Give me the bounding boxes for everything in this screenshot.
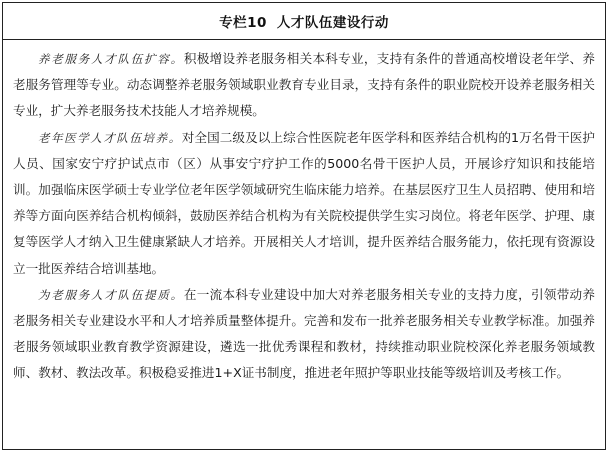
paragraph-lead: 为老服务人才队伍提质。 (38, 287, 184, 302)
paragraph-talent-expansion (13, 46, 595, 125)
box-header (3, 3, 605, 40)
box-title (219, 11, 389, 31)
paragraph-lead: 养老服务人才队伍扩容。 (38, 52, 184, 66)
box-title-text: 人才队伍建设行动 (276, 15, 389, 31)
paragraph-text: 积极增设养老服务相关本科专业，支持有条件的普通高校增设老年学、养老服务管理等专业。动态调整养老服务领域职业教育专业目录，支持有条件的职业院校开设养老服务相关专业，扩大养老服务技术技能人才培养规模。 (13, 51, 596, 119)
column-box (2, 2, 606, 450)
paragraph-text: 在一流本科专业建设中加大对养老服务相关专业的支持力度，引领带动养老服务相关专业建设水平和人才培养质量整体提升。完善和发布一批养老服务相关专业教学标准。加强养老服务领域职业教育教学资源建设，遴选一批优秀课程和教材，持续推动职业院校深化养老服务领域教师、教材、教法改革。积极稳妥推进1+X证书制度，推进老年照护等职业技能等级培训及考核工作。 (13, 286, 596, 381)
paragraph-geriatric-training (13, 125, 595, 282)
paragraph-text: 对全国二级及以上综合性医院老年医学科和医养结合机构的1万名骨干医护人员、国家安宁疗护试点市（区）从事安宁疗护工作的5000名骨干医护人员，开展诊疗知识和技能培训。加强临床医学硕士专业学位老年医学领域研究生临床能力培养。在基层医疗卫生人员招聘、使用和培养等方面向医养结合机构倾斜，鼓励医养结合机构为有关院校提供学生实习岗位。将老年医学、护理、康复等医学人才纳入卫生健康紧缺人才培养。开展相关人才培训，提升医养结合服务能力，依托现有资源设立一批医养结合培训基地。 (13, 129, 595, 276)
box-content (3, 40, 605, 387)
box-number: 专栏10 (219, 15, 267, 31)
paragraph-lead: 老年医学人才队伍培养。 (38, 130, 182, 145)
paragraph-quality-improvement (13, 282, 595, 387)
